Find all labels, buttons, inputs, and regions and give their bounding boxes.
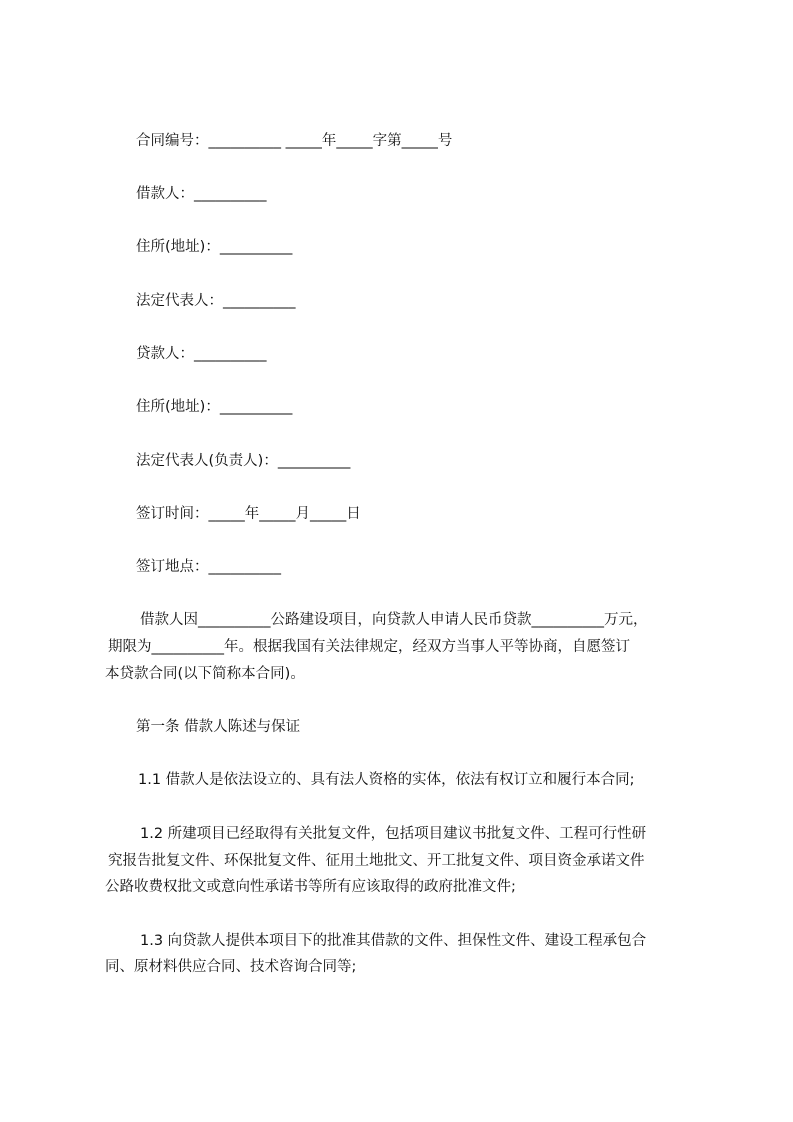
contract-number-line: 合同编号：__________ _____年_____字第_____号	[136, 133, 453, 149]
preamble-line-2: 期限为__________年。根据我国有关法律规定，经双方当事人平等协商，自愿签订	[108, 639, 630, 655]
preamble-line-1: 借款人因__________公路建设项目，向贷款人申请人民币贷款__________万元，	[140, 612, 648, 628]
article-1-title: 第一条 借款人陈述与保证	[136, 719, 301, 735]
borrower-legal-rep-line: 法定代表人：__________	[136, 293, 296, 309]
borrower-line: 借款人：__________	[136, 186, 267, 202]
lender-legal-rep-line: 法定代表人(负责人)：__________	[136, 453, 351, 469]
clause-1-3-line-2: 同、原材料供应合同、技术咨询合同等;	[105, 959, 357, 975]
sign-time-line: 签订时间：_____年_____月_____日	[136, 506, 361, 522]
sign-place-line: 签订地点：__________	[136, 559, 281, 575]
borrower-address-line: 住所(地址)：__________	[136, 239, 293, 255]
lender-line: 贷款人：__________	[136, 346, 267, 362]
preamble-line-3: 本贷款合同(以下简称本合同)。	[105, 666, 305, 682]
clause-1-2-line-1: 1.2 所建项目已经取得有关批复文件，包括项目建议书批复文件、工程可行性研	[140, 826, 647, 842]
clause-1-1: 1.1 借款人是依法设立的、具有法人资格的实体，依法有权订立和履行本合同;	[138, 772, 635, 788]
clause-1-2-line-3: 公路收费权批文或意向性承诺书等所有应该取得的政府批准文件;	[105, 879, 516, 895]
clause-1-2-line-2: 究报告批复文件、环保批复文件、征用土地批文、开工批复文件、项目资金承诺文件	[108, 853, 645, 869]
lender-address-line: 住所(地址)：__________	[136, 399, 293, 415]
clause-1-3-line-1: 1.3 向贷款人提供本项目下的批准其借款的文件、担保性文件、建设工程承包合	[140, 933, 647, 949]
